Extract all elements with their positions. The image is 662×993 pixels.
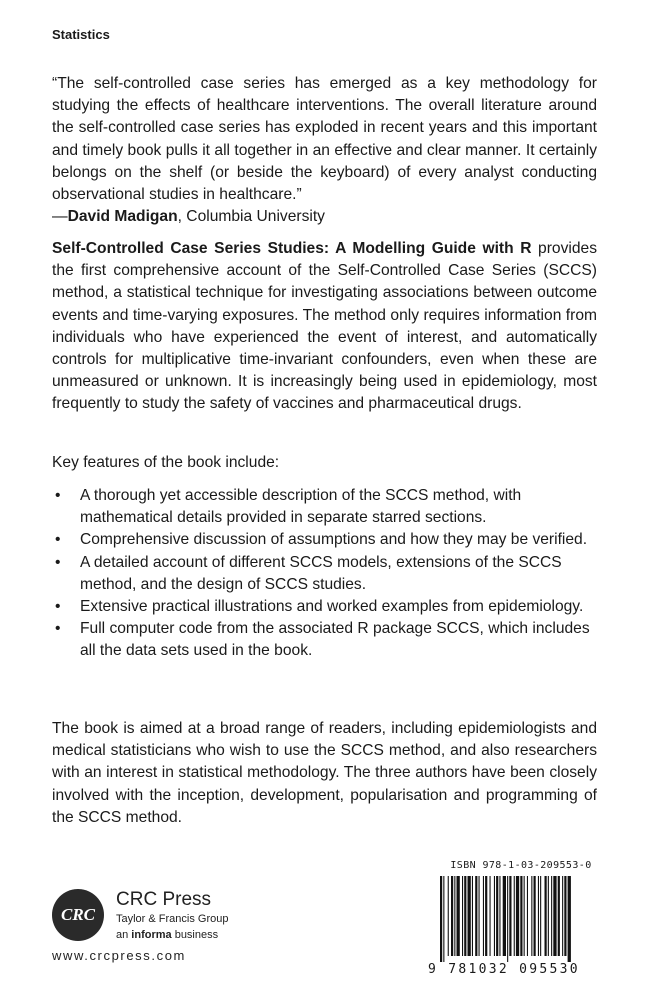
endorsement-quote (52, 73, 597, 228)
list-item (52, 485, 597, 529)
informa-brand: informa (131, 929, 172, 941)
quote-affiliation: , Columbia University (177, 208, 325, 226)
features-heading: Key features of the book include: (52, 454, 280, 471)
publisher-logo (52, 877, 252, 987)
feature-text: A thorough yet accessible description of the SCCS method, with mathematical details provided in separate starred sections. (80, 487, 522, 527)
quote-text: “The self-controlled case series has emerged as a key methodology for studying the effects of healthcare interventions. The overall literature around the self-controlled case series has exploded in recent years and this important and timely book pulls it all together in an effective and clear manner. It certainly belongs on the shelf (or beside the keyboard) of every analyst conducting observational studies in healthcare.” (52, 75, 597, 204)
feature-text: Full computer code from the associated R package SCCS, which includes all the data sets used in the book. (80, 620, 590, 660)
category-label: Statistics (52, 27, 110, 42)
feature-text: Comprehensive discussion of assumptions and how they may be verified. (80, 531, 588, 549)
bullet-icon: • (55, 531, 61, 549)
quote-dash: — (52, 208, 68, 226)
publisher-name: CRC Press (116, 889, 212, 910)
list-item (52, 552, 597, 596)
bullet-icon: • (55, 598, 61, 616)
quote-attribution (52, 206, 597, 228)
description-text: provides the first comprehensive account of the Self-Controlled Case Series (SCCS) method, a statistical technique for investigating associations between outcome events and time-varying exposures. The method only requires information from individuals who have experienced the event of interest, and automatically controls for multiplicative time-invariant confounders, even when these are unmeasured or unknown. It is increasingly being used in epidemiology, most frequently to study the safety of vaccines and pharmaceutical drugs. (52, 240, 598, 413)
bullet-icon: • (55, 487, 61, 504)
list-item (52, 596, 597, 618)
bullet-icon: • (55, 620, 61, 638)
publisher-group: Taylor & Francis Group (116, 913, 229, 925)
isbn-label: ISBN 978-1-03-209553-0 (450, 860, 592, 871)
barcode-digits: 9 781032 095530 (428, 962, 580, 977)
informa-suffix: business (171, 929, 219, 941)
informa-tagline (116, 929, 218, 941)
barcode-icon (440, 876, 604, 962)
feature-text: A detailed account of different SCCS models, extensions of the SCCS method, and the design of SCCS studies. (80, 553, 562, 593)
bullet-icon: • (55, 553, 61, 571)
quote-author: David Madigan (67, 208, 178, 226)
closing-paragraph: The book is aimed at a broad range of readers, including epidemiologists and medical statisticians who wish to use the SCCS method, and also researchers with an interest in statistical methodology. The three authors have been closely involved with the inception, development, popularisation and programming of the SCCS method. (52, 720, 597, 826)
list-item (52, 618, 597, 662)
feature-text: Extensive practical illustrations and worked examples from epidemiology. (80, 598, 584, 616)
informa-prefix: an (116, 929, 132, 941)
isbn-barcode-block (428, 860, 614, 980)
book-description (52, 238, 597, 416)
list-item (52, 529, 597, 551)
crc-logo-icon: CRC (52, 889, 104, 941)
book-title: Self-Controlled Case Series Studies: A Modelling Guide with R (52, 240, 532, 257)
publisher-url[interactable]: www.crcpress.com (52, 948, 186, 963)
features-list (52, 485, 597, 663)
